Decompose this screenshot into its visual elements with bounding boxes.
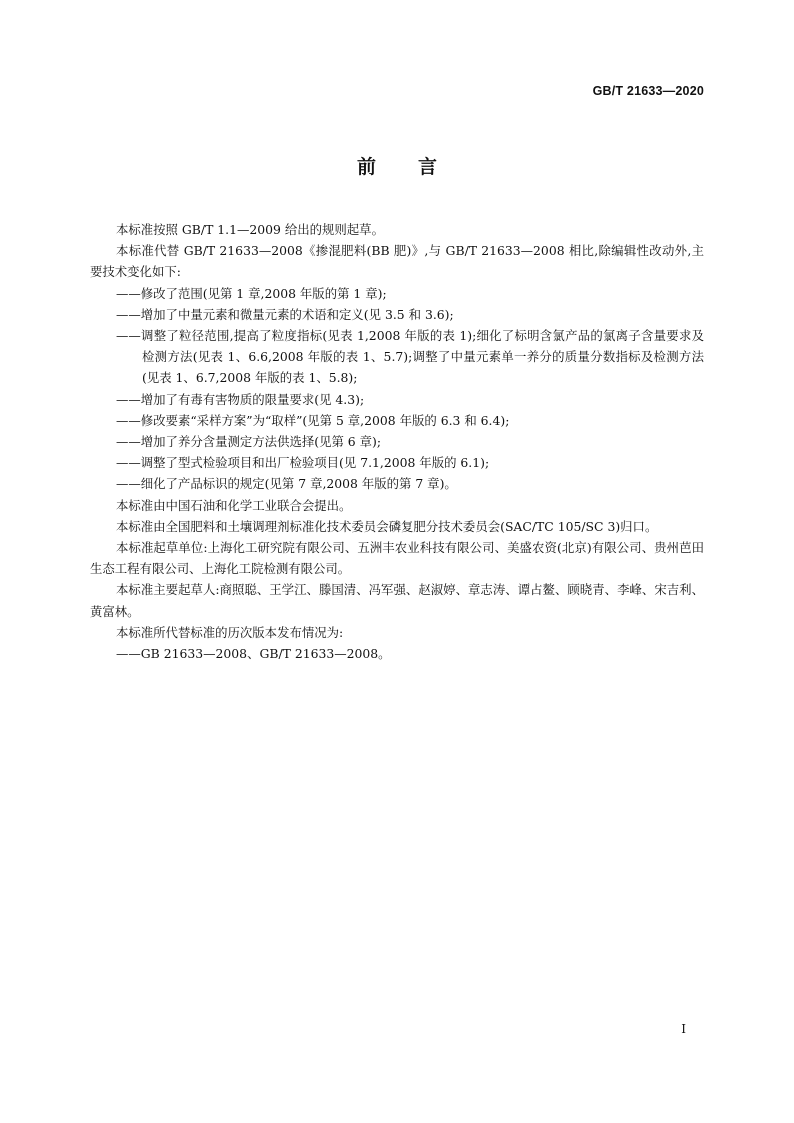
paragraph-proposed-by: 本标准由中国石油和化学工业联合会提出。: [116, 497, 352, 513]
change-item: ——修改了范围(见第 1 章,2008 年版的第 1 章);: [116, 285, 387, 301]
page-number: I: [681, 1022, 686, 1036]
change-item: ——调整了型式检验项目和出厂检验项目(见 7.1,2008 年版的 6.1);: [116, 455, 490, 471]
paragraph-drafters: 本标准主要起草人:商照聪、王学江、滕国清、冯军强、赵淑婷、章志涛、谭占鳌、顾晓青、李峰、宋吉利、黄富林。: [90, 582, 704, 619]
change-item: ——细化了产品标识的规定(见第 7 章,2008 年版的第 7 章)。: [116, 476, 457, 492]
change-item: ——调整了粒径范围,提高了粒度指标(见表 1,2008 年版的表 1);细化了标明含氯产品的氯离子含量要求及检测方法(见表 1、6.6,2008 年版的表 1、5.7);调整了中量元素单一养分的质量分数指标及检测方法(见表 1、6.7,2008 年版的表 1、5.8);: [116, 328, 704, 386]
change-item: ——修改要素“采样方案”为“取样”(见第 5 章,2008 年版的 6.3 和 6.4);: [116, 412, 510, 428]
paragraph-drafting-units: 本标准起草单位:上海化工研究院有限公司、五洲丰农业科技有限公司、美盛农资(北京)有限公司、贵州芭田生态工程有限公司、上海化工院检测有限公司。: [90, 540, 704, 577]
paragraph-administered-by: 本标准由全国肥料和土壤调理剂标准化技术委员会磷复肥分技术委员会(SAC/TC 105/SC 3)归口。: [116, 518, 658, 534]
history-item: ——GB 21633—2008、GB/T 21633—2008。: [116, 646, 391, 662]
paragraph-replacement: 本标准代替 GB/T 21633—2008《掺混肥料(BB 肥)》,与 GB/T 21633—2008 相比,除编辑性改动外,主要技术变化如下:: [90, 243, 704, 280]
paragraph-history-intro: 本标准所代替标准的历次版本发布情况为:: [116, 624, 344, 640]
paragraph-drafting-rules: 本标准按照 GB/T 1.1—2009 给出的规则起草。: [116, 222, 384, 237]
page-title: 前言: [356, 156, 479, 178]
foreword-content: [90, 219, 704, 664]
standard-number: GB/T 21633—2020: [592, 84, 704, 98]
change-item: ——增加了中量元素和微量元素的术语和定义(见 3.5 和 3.6);: [116, 306, 454, 322]
change-item: ——增加了养分含量测定方法供选择(见第 6 章);: [116, 434, 382, 450]
change-item: ——增加了有毒有害物质的限量要求(见 4.3);: [116, 391, 365, 407]
